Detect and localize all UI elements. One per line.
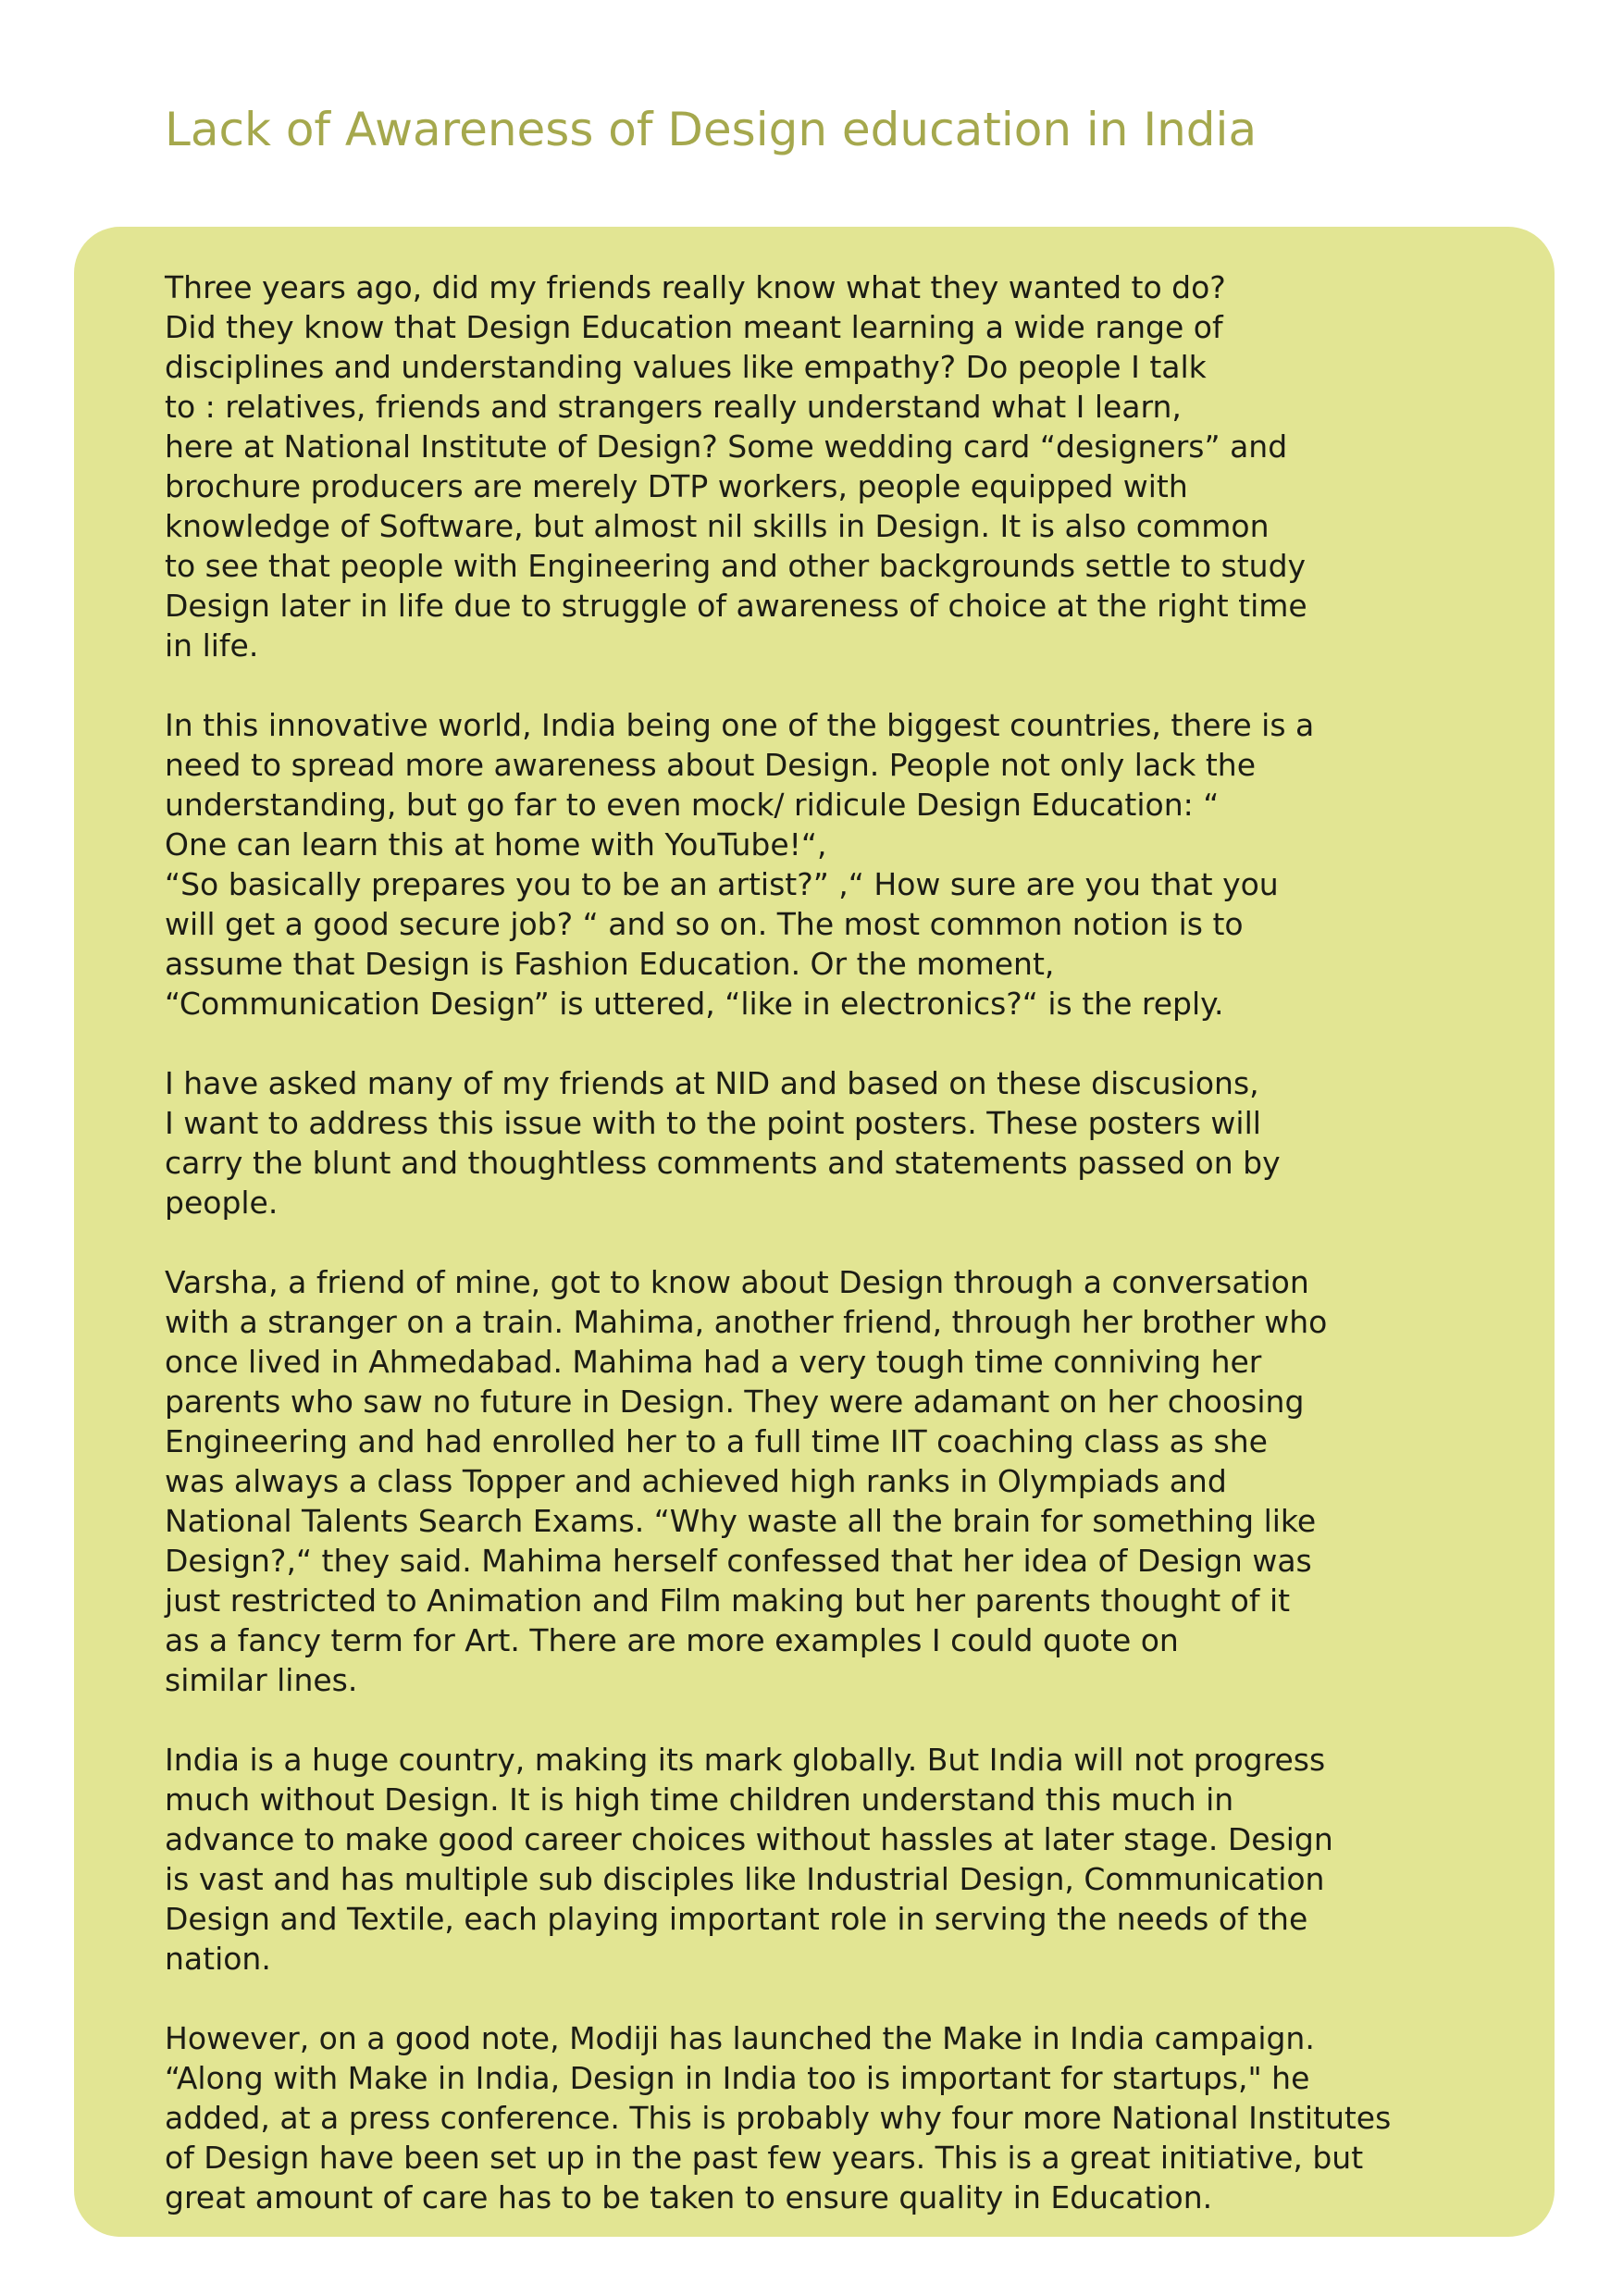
text-line: Did they know that Design Education meant learning a wide range of [165,309,1223,345]
text-line: is vast and has multiple sub disciples like Industrial Design, Communication [165,1861,1325,1897]
text-line: nation. [165,1941,271,1977]
text-line: Design and Textile, each playing important role in serving the needs of the [165,1901,1308,1937]
text-line: Design later in life due to struggle of awareness of choice at the right time [165,588,1307,624]
text-line: I want to address this issue with to the point posters. These posters will [165,1105,1261,1141]
text-line: assume that Design is Fashion Education. Or the moment, [165,946,1055,982]
text-line: advance to make good career choices without hassles at later stage. Design [165,1821,1333,1857]
text-line: just restricted to Animation and Film making but her parents thought of it [165,1582,1291,1619]
text-line: similar lines. [165,1662,358,1698]
text-line: once lived in Ahmedabad. Mahima had a very tough time conniving her [165,1344,1262,1380]
page-title: Lack of Awareness of Design education in India [165,103,1258,156]
text-line: National Talents Search Exams. “Why waste all the brain for something like [165,1503,1317,1539]
paragraph [165,1262,1499,1700]
text-line: need to spread more awareness about Design. People not only lack the [165,747,1257,783]
paragraph [165,705,1499,1024]
text-line: much without Design. It is high time children understand this much in [165,1781,1234,1818]
text-line: was always a class Topper and achieved high ranks in Olympiads and [165,1463,1227,1499]
text-line: “So basically prepares you to be an artist?” ,“ How sure are you that you [165,866,1279,902]
text-line: people. [165,1185,279,1221]
content-panel [74,227,1555,2237]
text-line: One can learn this at home with YouTube!“, [165,826,827,863]
text-line: will get a good secure job? “ and so on. The most common notion is to [165,906,1244,942]
text-line: In this innovative world, India being one of the biggest countries, there is a [165,707,1315,743]
text-line: here at National Institute of Design? Some wedding card “designers” and [165,428,1288,465]
text-line: of Design have been set up in the past few years. This is a great initiative, but [165,2140,1364,2176]
text-line: brochure producers are merely DTP workers, people equipped with [165,468,1188,504]
text-line: Engineering and had enrolled her to a full time IIT coaching class as she [165,1423,1268,1459]
text-line: India is a huge country, making its mark globally. But India will not progress [165,1742,1326,1778]
text-line: Design?,“ they said. Mahima herself confessed that her idea of Design was [165,1543,1312,1579]
text-line: carry the blunt and thoughtless comments and statements passed on by [165,1145,1281,1181]
text-line: to : relatives, friends and strangers really understand what I learn, [165,389,1182,425]
paragraph [165,267,1499,665]
text-line: parents who saw no future in Design. They were adamant on her choosing [165,1384,1305,1420]
text-line: great amount of care has to be taken to ensure quality in Education. [165,2179,1213,2215]
text-line: disciplines and understanding values like empathy? Do people I talk [165,349,1207,385]
text-line: Three years ago, did my friends really know what they wanted to do? [165,269,1226,305]
text-line: Varsha, a friend of mine, got to know about Design through a conversation [165,1264,1309,1300]
text-line: understanding, but go far to even mock/ ridicule Design Education: “ [165,787,1220,823]
text-line: “Along with Make in India, Design in India too is important for startups," he [165,2060,1310,2096]
text-line: as a fancy term for Art. There are more examples I could quote on [165,1622,1179,1658]
paragraph [165,1740,1499,1979]
text-line: I have asked many of my friends at NID and based on these discusions, [165,1065,1259,1101]
text-line: added, at a press conference. This is probably why four more National Institutes [165,2100,1392,2136]
text-line: However, on a good note, Modiji has launched the Make in India campaign. [165,2020,1315,2056]
text-line: with a stranger on a train. Mahima, another friend, through her brother who [165,1304,1328,1340]
text-line: in life. [165,627,259,664]
text-line: “Communication Design” is uttered, “like in electronics?“ is the reply. [165,986,1224,1022]
paragraph [165,1063,1499,1222]
text-line: knowledge of Software, but almost nil skills in Design. It is also common [165,508,1270,544]
text-line: to see that people with Engineering and other backgrounds settle to study [165,548,1307,584]
paragraph [165,2018,1499,2217]
